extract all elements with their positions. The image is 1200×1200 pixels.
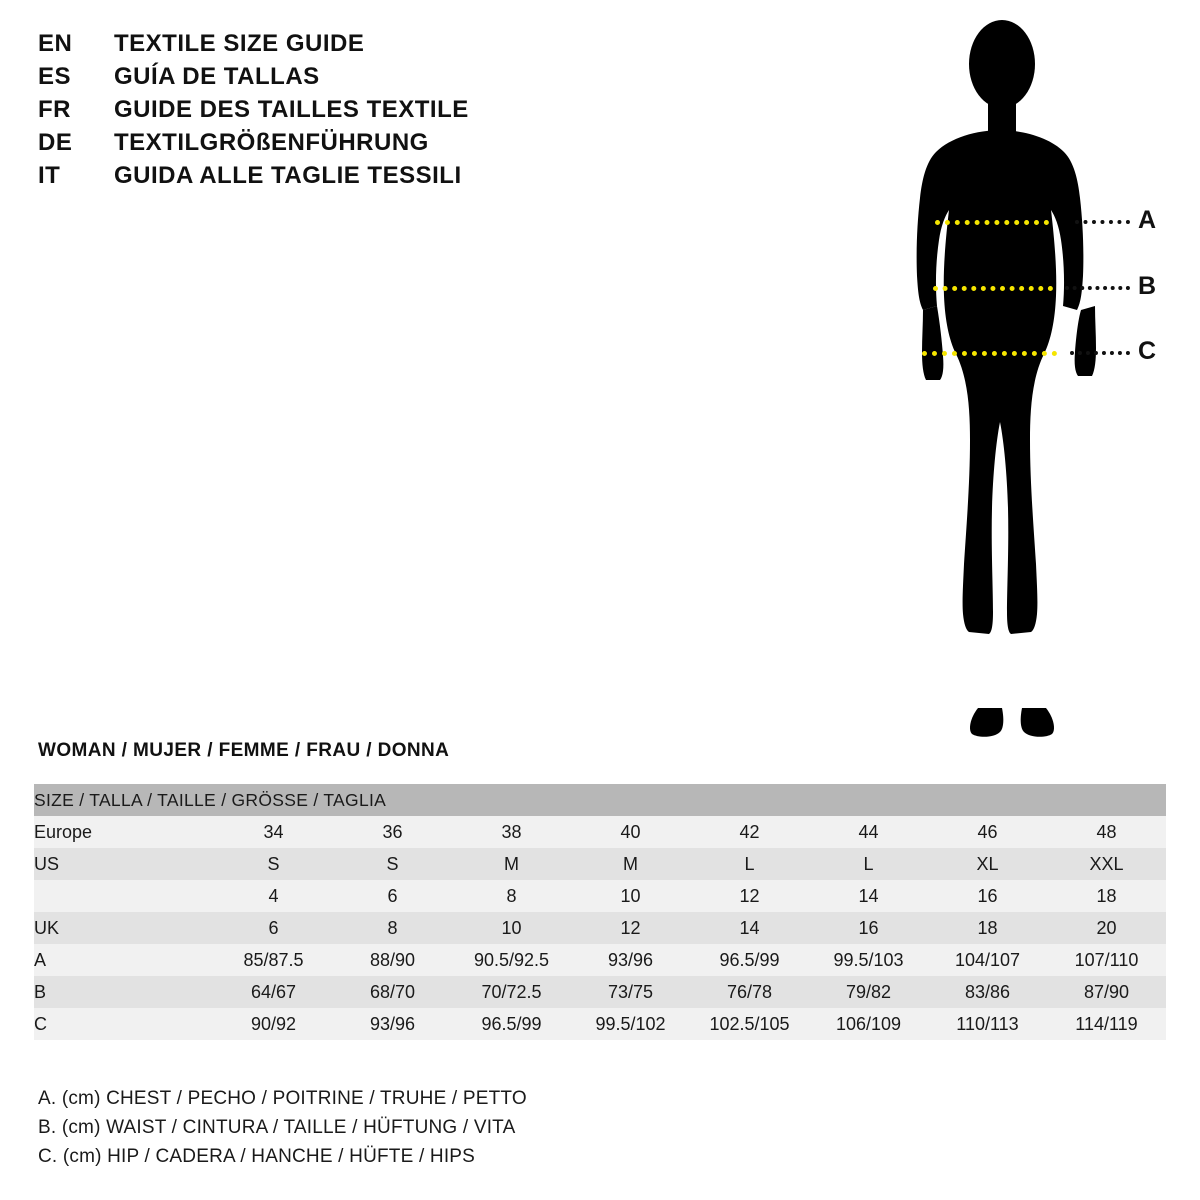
language-title: GUÍA DE TALLAS [114, 63, 320, 90]
language-title: TEXTILGRÖßENFÜHRUNG [114, 129, 429, 156]
language-title: GUIDE DES TAILLES TEXTILE [114, 96, 469, 123]
measure-label-b: B [1138, 272, 1157, 300]
language-row [38, 96, 658, 129]
cell-value: 76/78 [690, 976, 809, 1008]
cell-value: 36 [333, 816, 452, 848]
language-title: GUIDA ALLE TAGLIE TESSILI [114, 162, 462, 189]
cell-value: XXL [1047, 848, 1166, 880]
cell-value: 10 [571, 880, 690, 912]
cell-value: 16 [928, 880, 1047, 912]
table-row [34, 944, 1166, 976]
legend-line-a: A. (cm) CHEST / PECHO / POITRINE / TRUHE / PETTO [38, 1088, 527, 1109]
row-label: US [34, 848, 214, 880]
row-label: Europe [34, 816, 214, 848]
cell-value: 4 [214, 880, 333, 912]
table-row [34, 912, 1166, 944]
cell-value: 87/90 [1047, 976, 1166, 1008]
measure-line-waist [933, 286, 1053, 291]
cell-value: 18 [928, 912, 1047, 944]
cell-value: 46 [928, 816, 1047, 848]
cell-value: 70/72.5 [452, 976, 571, 1008]
cell-value: 88/90 [333, 944, 452, 976]
language-code: IT [38, 162, 61, 189]
table-row [34, 848, 1166, 880]
cell-value: 83/86 [928, 976, 1047, 1008]
cell-value: 106/109 [809, 1008, 928, 1040]
measure-label-a: A [1138, 206, 1157, 234]
cell-value: 40 [571, 816, 690, 848]
size-table [34, 784, 1166, 1040]
table-row [34, 880, 1166, 912]
cell-value: 34 [214, 816, 333, 848]
language-row [38, 129, 658, 162]
leader-line-waist [1065, 286, 1130, 290]
cell-value: 90/92 [214, 1008, 333, 1040]
language-title: TEXTILE SIZE GUIDE [114, 30, 365, 57]
language-row [38, 162, 658, 195]
cell-value: S [333, 848, 452, 880]
cell-value: 104/107 [928, 944, 1047, 976]
cell-value: 79/82 [809, 976, 928, 1008]
row-label: C [34, 1008, 214, 1040]
cell-value: 73/75 [571, 976, 690, 1008]
cell-value: 8 [333, 912, 452, 944]
cell-value: 44 [809, 816, 928, 848]
language-code: DE [38, 129, 73, 156]
table-header-label: SIZE / TALLA / TAILLE / GRÖSSE / TAGLIA [34, 784, 1166, 816]
cell-value: 110/113 [928, 1008, 1047, 1040]
cell-value: 12 [690, 880, 809, 912]
leader-line-hip [1070, 351, 1130, 355]
cell-value: 6 [214, 912, 333, 944]
language-row [38, 30, 658, 63]
measurement-legend [38, 1088, 738, 1175]
legend-line-c: C. (cm) HIP / CADERA / HANCHE / HÜFTE / HIPS [38, 1146, 476, 1167]
cell-value: 12 [571, 912, 690, 944]
language-row [38, 63, 658, 96]
language-title-block [38, 30, 658, 195]
cell-value: 14 [809, 880, 928, 912]
cell-value: 42 [690, 816, 809, 848]
cell-value: L [809, 848, 928, 880]
row-label [34, 880, 214, 912]
cell-value: 6 [333, 880, 452, 912]
cell-value: 10 [452, 912, 571, 944]
body-figure [860, 18, 1190, 748]
cell-value: XL [928, 848, 1047, 880]
table-row [34, 1008, 1166, 1040]
table-row [34, 976, 1166, 1008]
female-silhouette-icon [860, 18, 1190, 748]
cell-value: 96.5/99 [690, 944, 809, 976]
language-code: FR [38, 96, 71, 123]
cell-value: 16 [809, 912, 928, 944]
cell-value: 8 [452, 880, 571, 912]
cell-value: 18 [1047, 880, 1166, 912]
table-section-title: WOMAN / MUJER / FEMME / FRAU / DONNA [38, 740, 450, 761]
cell-value: 85/87.5 [214, 944, 333, 976]
cell-value: 48 [1047, 816, 1166, 848]
cell-value: 90.5/92.5 [452, 944, 571, 976]
leader-line-chest [1075, 220, 1130, 224]
cell-value: 99.5/103 [809, 944, 928, 976]
measure-line-chest [935, 220, 1049, 225]
cell-value: 14 [690, 912, 809, 944]
row-label: UK [34, 912, 214, 944]
measure-label-c: C [1138, 337, 1157, 365]
cell-value: 102.5/105 [690, 1008, 809, 1040]
cell-value: L [690, 848, 809, 880]
row-label: A [34, 944, 214, 976]
cell-value: 107/110 [1047, 944, 1166, 976]
cell-value: M [452, 848, 571, 880]
row-label: B [34, 976, 214, 1008]
cell-value: 20 [1047, 912, 1166, 944]
cell-value: 96.5/99 [452, 1008, 571, 1040]
cell-value: 114/119 [1047, 1008, 1166, 1040]
language-code: EN [38, 30, 73, 57]
table-header-row [34, 784, 1166, 816]
cell-value: 38 [452, 816, 571, 848]
measure-line-hip [922, 351, 1057, 356]
cell-value: 64/67 [214, 976, 333, 1008]
cell-value: 99.5/102 [571, 1008, 690, 1040]
legend-line-b: B. (cm) WAIST / CINTURA / TAILLE / HÜFTUNG / VITA [38, 1117, 516, 1138]
cell-value: 93/96 [571, 944, 690, 976]
language-code: ES [38, 63, 72, 90]
cell-value: M [571, 848, 690, 880]
table-row [34, 816, 1166, 848]
cell-value: 68/70 [333, 976, 452, 1008]
cell-value: S [214, 848, 333, 880]
cell-value: 93/96 [333, 1008, 452, 1040]
